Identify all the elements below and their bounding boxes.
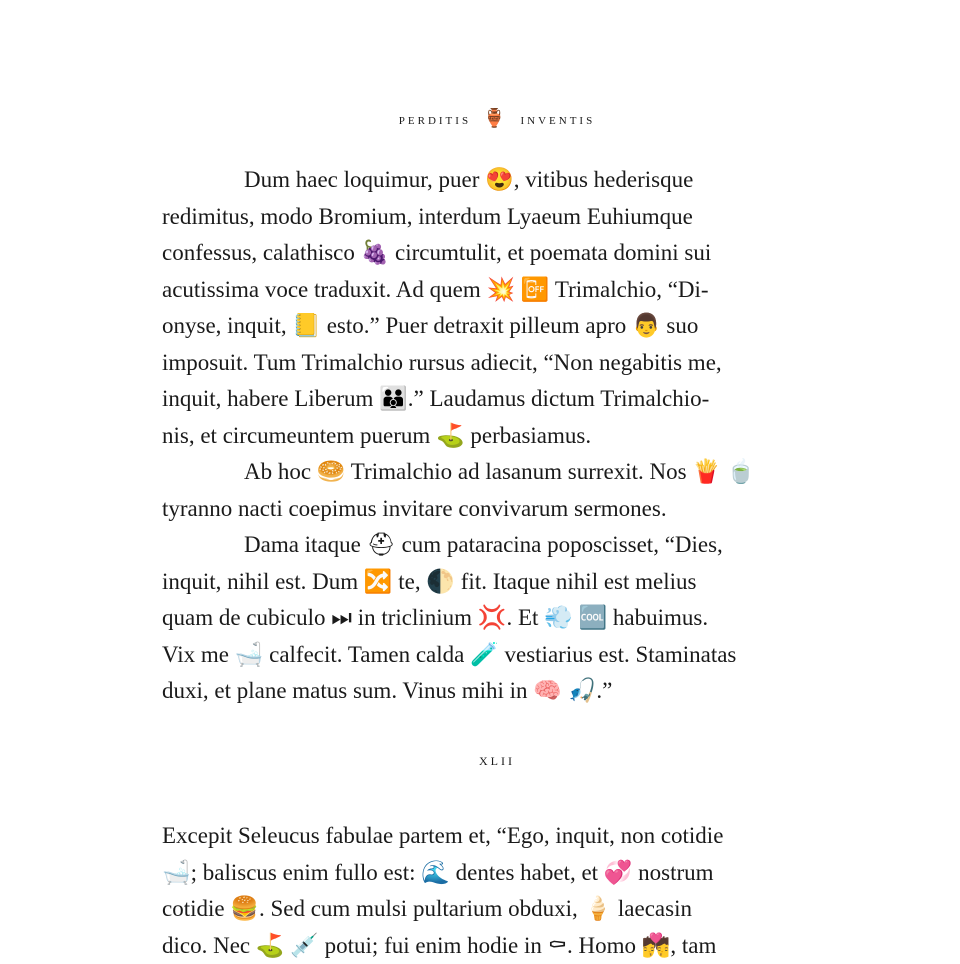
amphora-icon: 🏺 <box>483 108 508 129</box>
text-line: Ab hoc 🥯 Trimalchio ad lasanum surrexit. Nos 🍟 🍵 <box>162 454 852 491</box>
body-text-2 <box>162 818 862 964</box>
text-line: Dama itaque ⛑ cum pataracina poposcisset, “Dies, <box>162 527 852 564</box>
body-text <box>162 162 852 710</box>
text-line: Excepit Seleucus fabulae partem et, “Ego, inquit, non cotidie <box>162 818 862 855</box>
text-line: Dum haec loquimur, puer 😍, vitibus hederisque <box>162 162 852 199</box>
chapter-heading: xlii <box>0 750 960 770</box>
text-line: onyse, inquit, 📒 esto.” Puer detraxit pilleum apro 👨 suo <box>162 308 852 345</box>
text-line: confessus, calathisco 🍇 circumtulit, et poemata domini sui <box>162 235 852 272</box>
text-line: redimitus, modo Bromium, interdum Lyaeum Euhiumque <box>162 199 852 236</box>
running-head-left: perditis <box>399 112 471 129</box>
text-line: nis, et circumeuntem puerum ⛳ perbasiamus. <box>162 418 852 455</box>
text-line: inquit, nihil est. Dum 🔀 te, 🌓 fit. Itaque nihil est melius <box>162 564 852 601</box>
text-line: quam de cubiculo ⏭ in triclinium 💢. Et 💨 🆒 habuimus. <box>162 600 852 637</box>
text-line: duxi, et plane matus sum. Vinus mihi in 🧠 🎣.” <box>162 673 852 710</box>
text-line: 🛁; baliscus enim fullo est: 🌊 dentes habet, et 💞 nostrum <box>162 855 862 892</box>
running-head-right: inventis <box>520 112 595 129</box>
text-line: dico. Nec ⛳ 💉 potui; fui enim hodie in ⚰. Homo 💏, tam <box>162 928 862 964</box>
text-line: tyranno nacti coepimus invitare convivarum sermones. <box>162 491 852 528</box>
text-line: acutissima voce traduxit. Ad quem 💥 📴 Trimalchio, “Di- <box>162 272 852 309</box>
text-line: inquit, habere Liberum 👪.” Laudamus dictum Trimalchio- <box>162 381 852 418</box>
text-line: cotidie 🍔. Sed cum mulsi pultarium obduxi, 🍦 laecasin <box>162 891 862 928</box>
running-head <box>0 108 960 129</box>
text-line: imposuit. Tum Trimalchio rursus adiecit, “Non negabitis me, <box>162 345 852 382</box>
text-line: Vix me 🛁 calfecit. Tamen calda 🧪 vestiarius est. Staminatas <box>162 637 852 674</box>
